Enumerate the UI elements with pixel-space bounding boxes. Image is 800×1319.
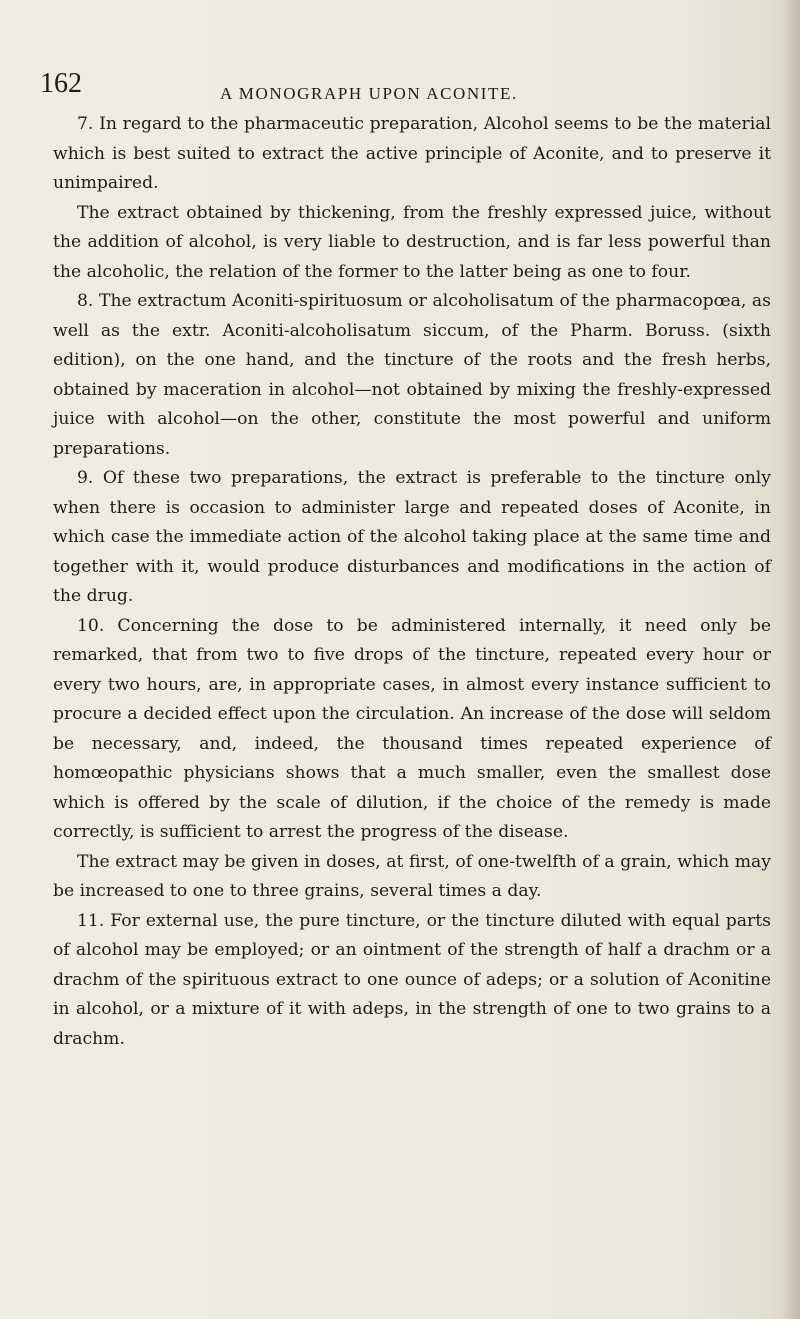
body-text [53, 110, 771, 1054]
paragraph-10-continued: The extract may be given in doses, at first, of one-twelfth of a grain, which may be increased to one to three grains, several times a day. [53, 851, 771, 901]
page-edge-shadow [782, 0, 800, 1319]
paragraph-7-continued: The extract obtained by thickening, from the freshly expressed juice, without the addition of alcohol, is very liable to destruction, and is far less powerful than the alcoholic, the relation of the former to the latter being as one to four. [53, 202, 771, 282]
running-title: A MONOGRAPH UPON ACONITE. [220, 84, 518, 103]
paragraph-10: 10. Concerning the dose to be administered internally, it need only be remarked, that from two to five drops of the tincture, repeated every hour or every two hours, are, in appropriate cases, in almost every instance sufficient to procure a decided effect upon the circulation. An increase of the dose will seldom be necessary, and, indeed, the thousand times repeated experience of homœopathic physicians shows that a much smaller, even the smallest dose which is offered by the scale of dilution, if the choice of the remedy is made correctly, is sufficient to arrest the progress of the disease. [53, 615, 771, 842]
paragraph-9: 9. Of these two preparations, the extract is preferable to the tincture only when there is occasion to administer large and repeated doses of Aconite, in which case the immediate action of the alcohol taking place at the same time and together with it, would produce disturbances and modifications in the action of the drug. [53, 468, 771, 606]
paragraph-8: 8. The extractum Aconiti-spirituosum or alcoholisatum of the pharmacopœa, as well as the extr. Aconiti-alcoholisatum siccum, of the Pharm. Boruss. (sixth edition), on the one hand, and the tincture of the roots and the fresh herbs, obtained by maceration in alcohol—not obtained by mixing the freshly-expressed juice with alcohol—on the other, constitute the most powerful and uniform preparations. [53, 291, 771, 459]
paragraph-11: 11. For external use, the pure tincture, or the tincture diluted with equal parts of alcohol may be employed; or an ointment of the strength of half a drachm or a drachm of the spirituous extract to one ounce of adeps; or a solution of Aconitine in alcohol, or a mixture of it with adeps, in the strength of one to two grains to a drachm. [53, 910, 771, 1049]
page-number: 162 [40, 68, 82, 99]
paragraph-7: 7. In regard to the pharmaceutic preparation, Alcohol seems to be the material which is best suited to extract the active principle of Aconite, and to preserve it unimpaired. [53, 114, 771, 193]
